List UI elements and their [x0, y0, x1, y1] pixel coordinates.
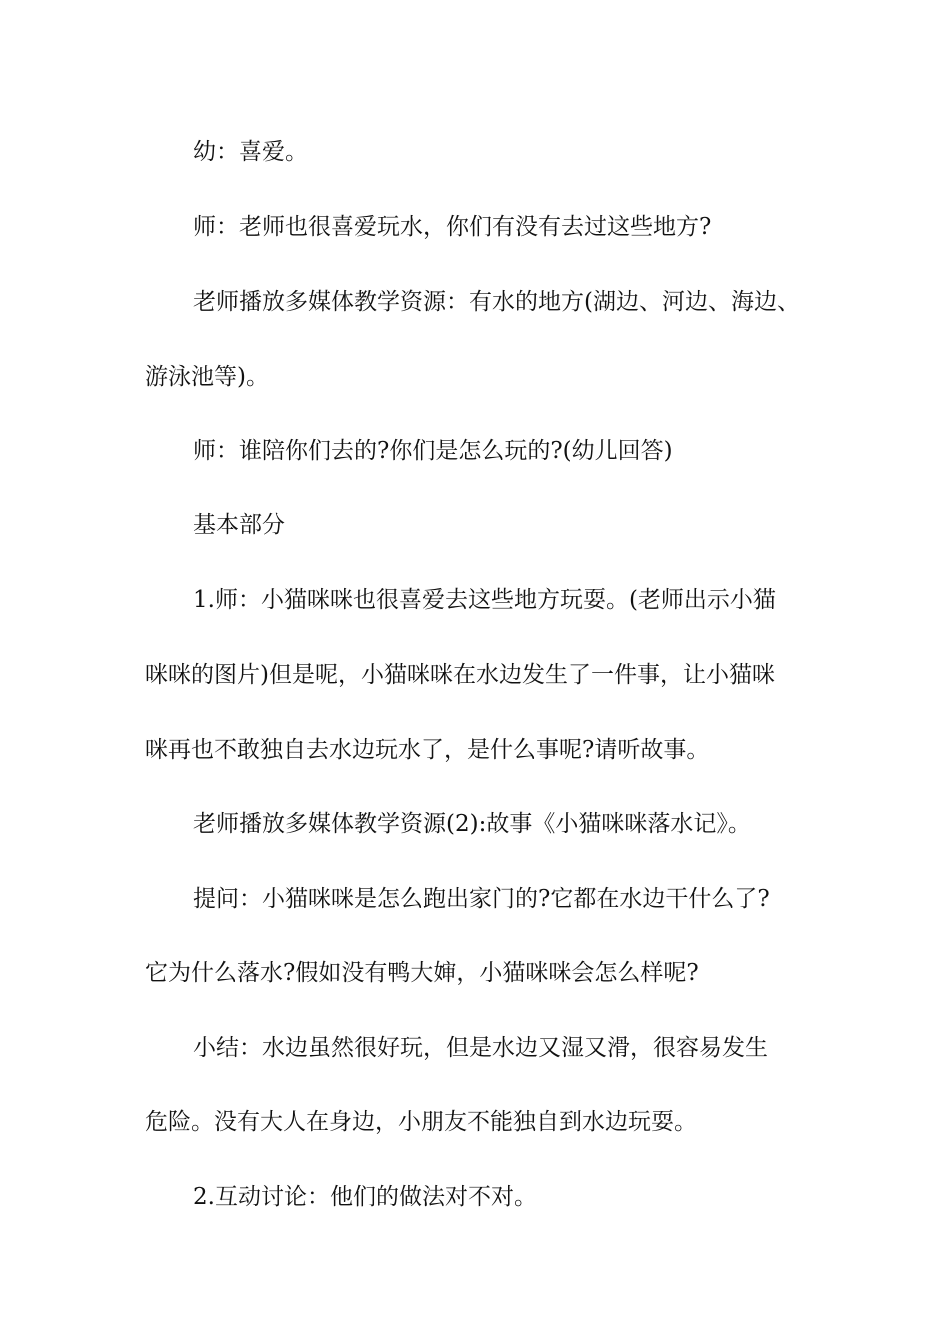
paragraph-line: 游泳池等)。 — [145, 364, 269, 390]
section-heading: 基本部分 — [193, 512, 285, 538]
paragraph-line: 咪咪的图片)但是呢，小猫咪咪在水边发生了一件事，让小猫咪 — [145, 662, 775, 688]
paragraph-line: 师：老师也很喜爱玩水，你们有没有去过这些地方? — [193, 214, 712, 240]
paragraph-line: 提问：小猫咪咪是怎么跑出家门的?它都在水边干什么了? — [193, 886, 770, 912]
paragraph-line: 幼：喜爱。 — [193, 139, 308, 165]
paragraph-line: 1.师：小猫咪咪也很喜爱去这些地方玩耍。(老师出示小猫 — [193, 587, 776, 613]
paragraph-line: 老师播放多媒体教学资源(2):故事《小猫咪咪落水记》。 — [193, 811, 751, 837]
paragraph-line: 它为什么落水?假如没有鸭大婶，小猫咪咪会怎么样呢? — [145, 960, 699, 986]
paragraph-line: 小结：水边虽然很好玩，但是水边又湿又滑，很容易发生 — [193, 1035, 768, 1061]
paragraph-line: 师：谁陪你们去的?你们是怎么玩的?(幼儿回答) — [193, 438, 673, 464]
paragraph-line: 咪再也不敢独自去水边玩水了，是什么事呢?请听故事。 — [145, 737, 710, 763]
paragraph-line: 2.互动讨论：他们的做法对不对。 — [193, 1184, 537, 1210]
paragraph-line: 危险。没有大人在身边，小朋友不能独自到水边玩耍。 — [145, 1109, 697, 1135]
paragraph-line: 老师播放多媒体教学资源：有水的地方(湖边、河边、海边、 — [193, 289, 800, 315]
